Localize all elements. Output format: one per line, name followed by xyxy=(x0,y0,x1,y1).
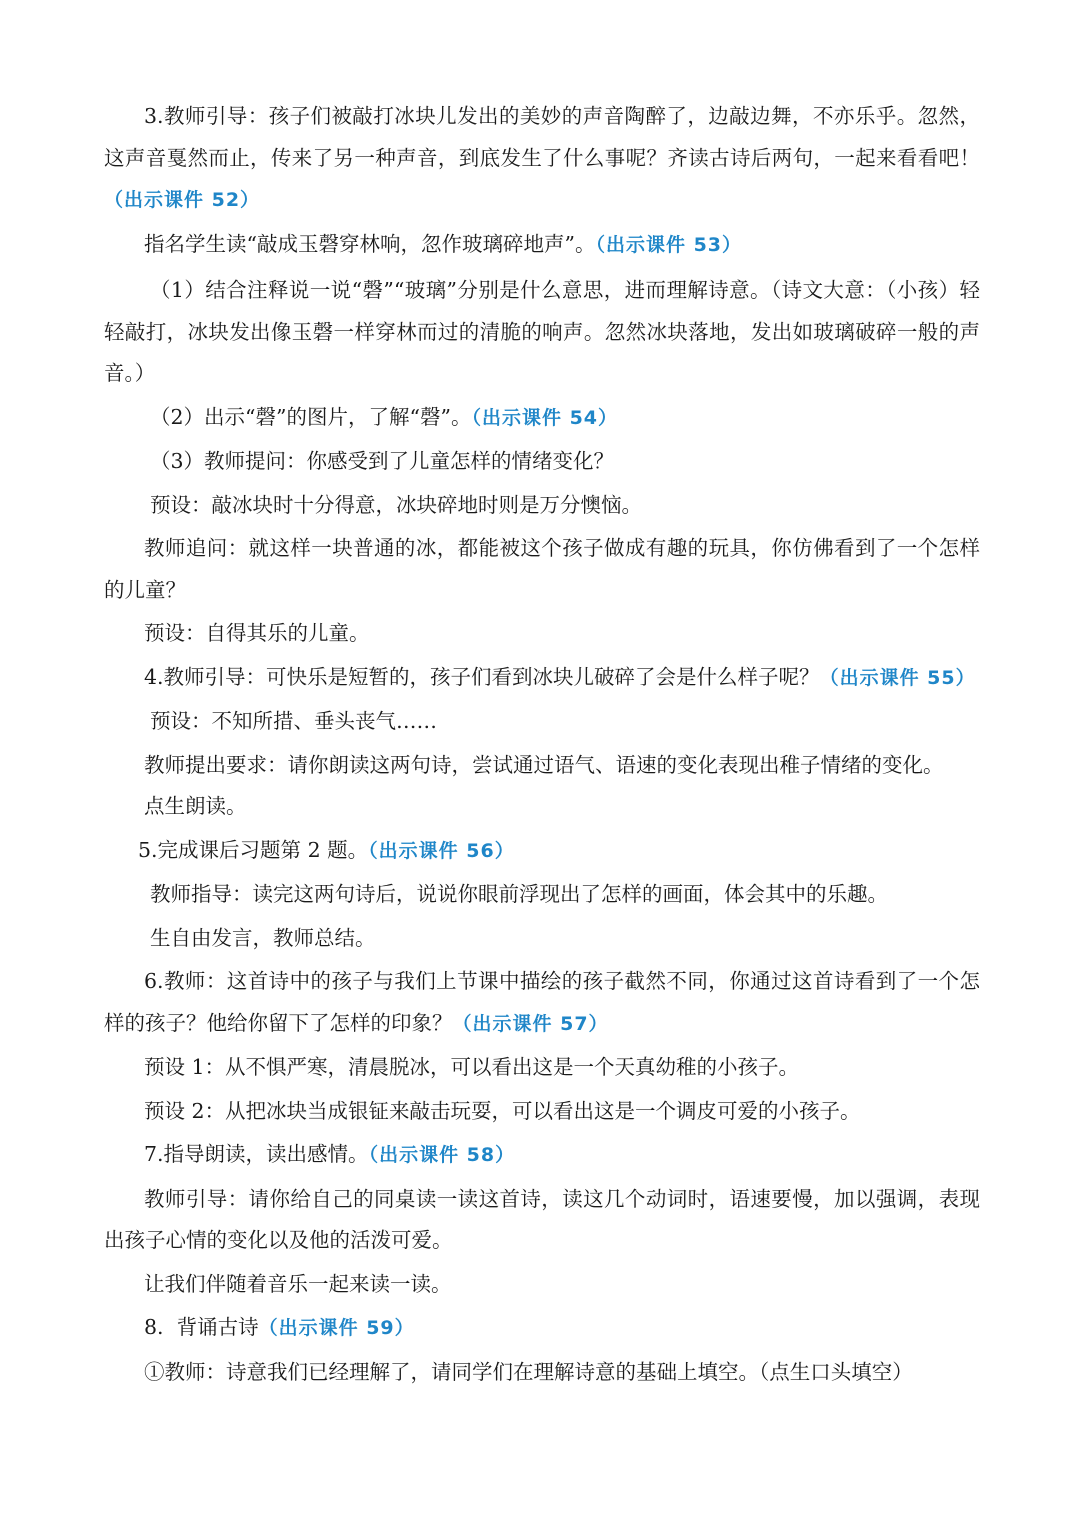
paragraph-text: 4.教师引导：可快乐是短暂的，孩子们看到冰块儿破碎了会是什么样子呢？ xyxy=(144,664,820,689)
paragraph-text: 生自由发言，教师总结。 xyxy=(150,925,376,950)
paragraph-text: 7.指导朗读，读出感情。 xyxy=(144,1142,369,1166)
courseware-ref: （出示课件 56） xyxy=(368,839,515,862)
paragraph-followup xyxy=(104,528,980,611)
paragraph-step-5 xyxy=(104,830,980,873)
paragraph-text: 8. 背诵古诗 xyxy=(144,1315,259,1339)
paragraph-reading-guide xyxy=(104,1179,980,1262)
paragraph-text: 让我们伴随着音乐一起来读一读。 xyxy=(144,1271,452,1296)
paragraph-sub-1 xyxy=(104,270,980,395)
paragraph-text: 教师追问：就这样一块普通的冰，都能被这个孩子做成有趣的玩具，你仿佛看到了一个怎样的儿童？ xyxy=(104,536,980,602)
document-body xyxy=(104,96,980,1393)
paragraph-sub-2 xyxy=(104,397,980,440)
paragraph-step-8 xyxy=(104,1307,980,1350)
paragraph-guidance xyxy=(104,874,980,916)
paragraph-text: 5.完成课后习题第 2 题。 xyxy=(138,837,369,862)
paragraph-music-read xyxy=(104,1264,980,1306)
paragraph-preset xyxy=(104,701,980,743)
paragraph-discussion xyxy=(104,918,980,960)
courseware-ref: （出示课件 55） xyxy=(819,666,976,689)
paragraph-read xyxy=(104,786,980,828)
courseware-ref: （出示课件 52） xyxy=(104,189,261,211)
paragraph-preset-1 xyxy=(104,1047,980,1089)
paragraph-step-7 xyxy=(104,1134,980,1177)
paragraph-preset xyxy=(104,485,980,527)
paragraph-text: 3.教师引导：孩子们被敲打冰块儿发出的美妙的声音陶醉了，边敲边舞，不亦乐乎。忽然，这声音戛然而止，传来了另一种声音，到底发生了什么事呢？齐读古诗后两句，一起来看看吧！ xyxy=(104,104,980,170)
paragraph-text: 预设 2：从把冰块当成银钲来敲击玩耍，可以看出这是一个调皮可爱的小孩子。 xyxy=(144,1098,861,1123)
paragraph-text: 点生朗读。 xyxy=(144,794,247,818)
paragraph-text: 预设：敲冰块时十分得意，冰块碎地时则是万分懊恼。 xyxy=(150,492,642,517)
paragraph-preset xyxy=(104,613,980,655)
courseware-ref: （出示课件 58） xyxy=(368,1144,516,1166)
paragraph-preset-2 xyxy=(104,1091,980,1133)
paragraph-text: 6.教师：这首诗中的孩子与我们上节课中描绘的孩子截然不同，你通过这首诗看到了一个怎样的孩子？他给你留下了怎样的印象？ xyxy=(104,969,980,1035)
paragraph-text: 教师提出要求：请你朗读这两句诗，尝试通过语气、语速的变化表现出稚子情绪的变化。 xyxy=(144,752,944,777)
paragraph-text: 教师指导：读完这两句诗后，说说你眼前浮现出了怎样的画面，体会其中的乐趣。 xyxy=(150,882,888,906)
paragraph-text: ①教师：诗意我们已经理解了，请同学们在理解诗意的基础上填空。（点生口头填空） xyxy=(144,1359,913,1384)
paragraph-text: 预设：不知所措、垂头丧气…… xyxy=(150,709,437,733)
paragraph-text: 预设：自得其乐的儿童。 xyxy=(144,621,370,645)
paragraph-read-aloud xyxy=(104,224,980,267)
courseware-ref: （出示课件 53） xyxy=(595,233,743,256)
paragraph-text: （1）结合注释说一说“磬”“玻璃”分别是什么意思，进而理解诗意。（诗文大意：（小孩）轻轻敲打，冰块发出像玉磬一样穿林而过的清脆的响声。忽然冰块落地，发出如玻璃破碎一般的声音。） xyxy=(104,278,980,385)
paragraph-fill-in xyxy=(104,1352,980,1394)
paragraph-text: （2）出示“磬”的图片，了解“磬”。 xyxy=(150,404,472,429)
paragraph-step-6 xyxy=(104,961,980,1045)
paragraph-text: 指名学生读“敲成玉磬穿林响，忽作玻璃碎地声”。 xyxy=(144,231,596,256)
paragraph-text: 教师引导：请你给自己的同桌读一读这首诗，读这几个动词时，语速要慢，加以强调，表现出孩子心情的变化以及他的活泼可爱。 xyxy=(104,1186,980,1252)
courseware-ref: （出示课件 59） xyxy=(258,1317,415,1339)
paragraph-sub-3 xyxy=(104,441,980,483)
paragraph-requirement xyxy=(104,745,980,787)
paragraph-text: （3）教师提问：你感受到了儿童怎样的情绪变化？ xyxy=(150,449,615,473)
paragraph-text: 预设 1：从不惧严寒，清晨脱冰，可以看出这是一个天真幼稚的小孩子。 xyxy=(144,1055,800,1079)
courseware-ref: （出示课件 54） xyxy=(471,406,619,429)
paragraph-step-4 xyxy=(104,657,980,700)
courseware-ref: （出示课件 57） xyxy=(452,1012,609,1035)
paragraph-step-3 xyxy=(104,96,980,222)
